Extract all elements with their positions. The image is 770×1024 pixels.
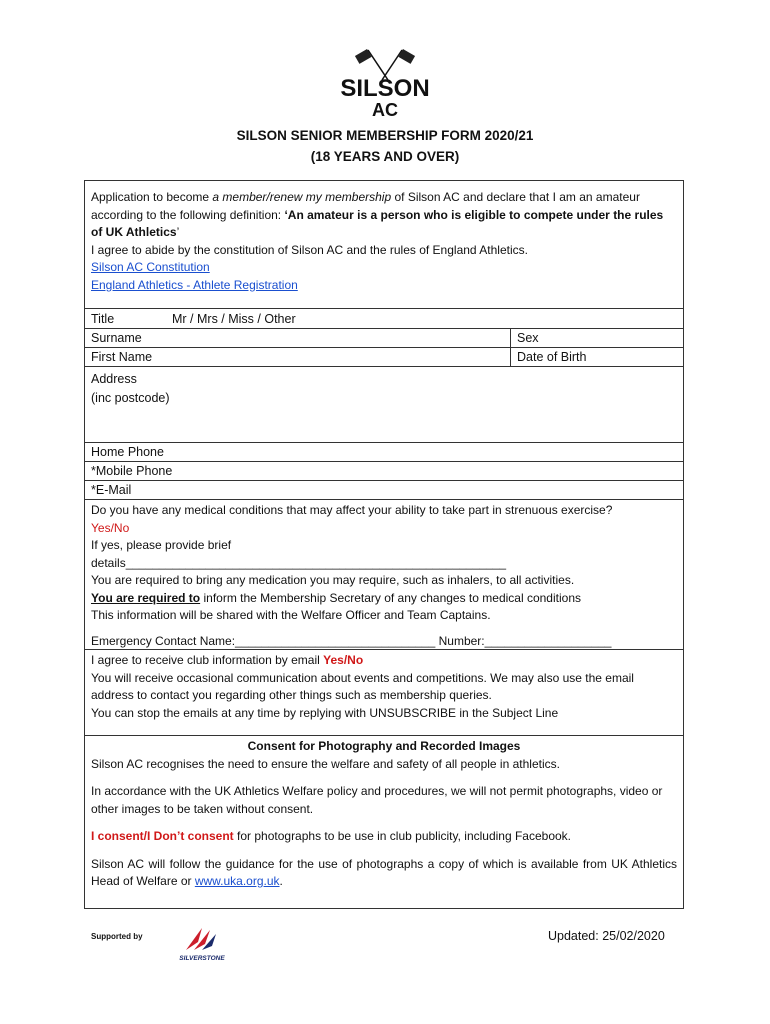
intro-section — [85, 181, 683, 309]
firstname-dob-row — [85, 348, 683, 367]
surname-field[interactable]: Surname — [85, 329, 511, 347]
constitution-agreement: I agree to abide by the constitution of Silson AC and the rules of England Athletics. — [91, 242, 528, 257]
form-subtitle: (18 YEARS AND OVER) — [310, 149, 460, 164]
sponsor-name: SILVERSTONE — [179, 955, 225, 962]
surname-sex-row — [85, 329, 683, 348]
photo-consent-choice[interactable]: I consent/I Don’t consent — [91, 829, 234, 843]
constitution-link[interactable]: Silson AC Constitution — [91, 260, 210, 274]
logo-text-silson: SILSON — [340, 75, 430, 102]
photo-consent-heading: Consent for Photography and Recorded Images — [247, 739, 521, 753]
first-name-field[interactable]: First Name — [85, 348, 511, 366]
date-of-birth-field[interactable]: Date of Birth — [517, 350, 587, 364]
uka-link[interactable]: www.uka.org.uk — [194, 874, 280, 888]
medical-yes-no[interactable]: Yes/No — [91, 520, 130, 535]
emergency-contact-line[interactable]: Emergency Contact Name:______________________________ Number:___________________ — [91, 633, 612, 648]
email-field[interactable]: *E-Mail — [85, 481, 683, 500]
sex-field[interactable]: Sex — [517, 331, 539, 345]
medical-details-line[interactable]: details_________________________________________________________ — [91, 555, 507, 570]
mobile-phone-field[interactable]: *Mobile Phone — [85, 462, 683, 481]
athlete-registration-link[interactable]: England Athletics - Athlete Registration — [91, 277, 298, 292]
supported-by-label: Supported by — [91, 932, 143, 941]
updated-date: Updated: 25/02/2020 — [548, 929, 665, 943]
photo-consent-section: Consent for Photography and Recorded Images Silson AC recognises the need to ensure the welfare and safety of all people in athletics. In accordance with the UK Athletics Welfare policy and procedures, we will not permit photographs, video or other images to be taken without consent. I consent/I Don’t consent for photographs to be use in club publicity, including Facebook. Silson AC will follow the guidance for the use of photographs a copy of which is available from UK Athletics Head of Welfare or www.uka.org.uk. — [91, 739, 677, 888]
silverstone-swoosh-icon — [186, 928, 216, 950]
form-title: SILSON SENIOR MEMBERSHIP FORM 2020/21 — [236, 128, 534, 143]
title-options: Mr / Mrs / Miss / Other — [172, 312, 296, 326]
membership-form — [84, 180, 684, 909]
logo-text-ac: AC — [372, 100, 398, 120]
intro-paragraph: Application to become a member/renew my membership of Silson AC and declare that I am an amateur according to the following definition: ‘An amateur is a person who is eligible to compete under the rules of UK Athletics’ — [91, 190, 664, 239]
email-yes-no[interactable]: Yes/No — [323, 653, 364, 667]
home-phone-field[interactable]: Home Phone — [85, 443, 683, 462]
title-field[interactable] — [85, 309, 683, 329]
title-label: Title — [91, 312, 115, 326]
address-field[interactable]: Address (inc postcode) — [85, 367, 683, 443]
email-consent-section: I agree to receive club information by email Yes/No You will receive occasional communication about events and competitions. We may also use the email address to contact you regarding other things such as membership queries. You can stop the emails at any time by replying with UNSUBSCRIBE in the Subject Line — [85, 650, 683, 736]
medical-question: Do you have any medical conditions that may affect your ability to take part in strenuous exercise? — [91, 503, 613, 517]
silson-ac-logo — [330, 46, 440, 120]
silverstone-logo — [172, 924, 232, 962]
medical-section: Do you have any medical conditions that may affect your ability to take part in strenuous exercise? Yes/No If yes, please provide brief details_________________________________________________________ You are required to bring any medication you may require, such as inhalers, to all activities. You are required to inform the Membership Secretary of any changes to medical conditions This information will be shared with the Welfare Officer and Team Captains. Emergency Contact Name:______________________________ Number:___________________ — [85, 500, 683, 650]
